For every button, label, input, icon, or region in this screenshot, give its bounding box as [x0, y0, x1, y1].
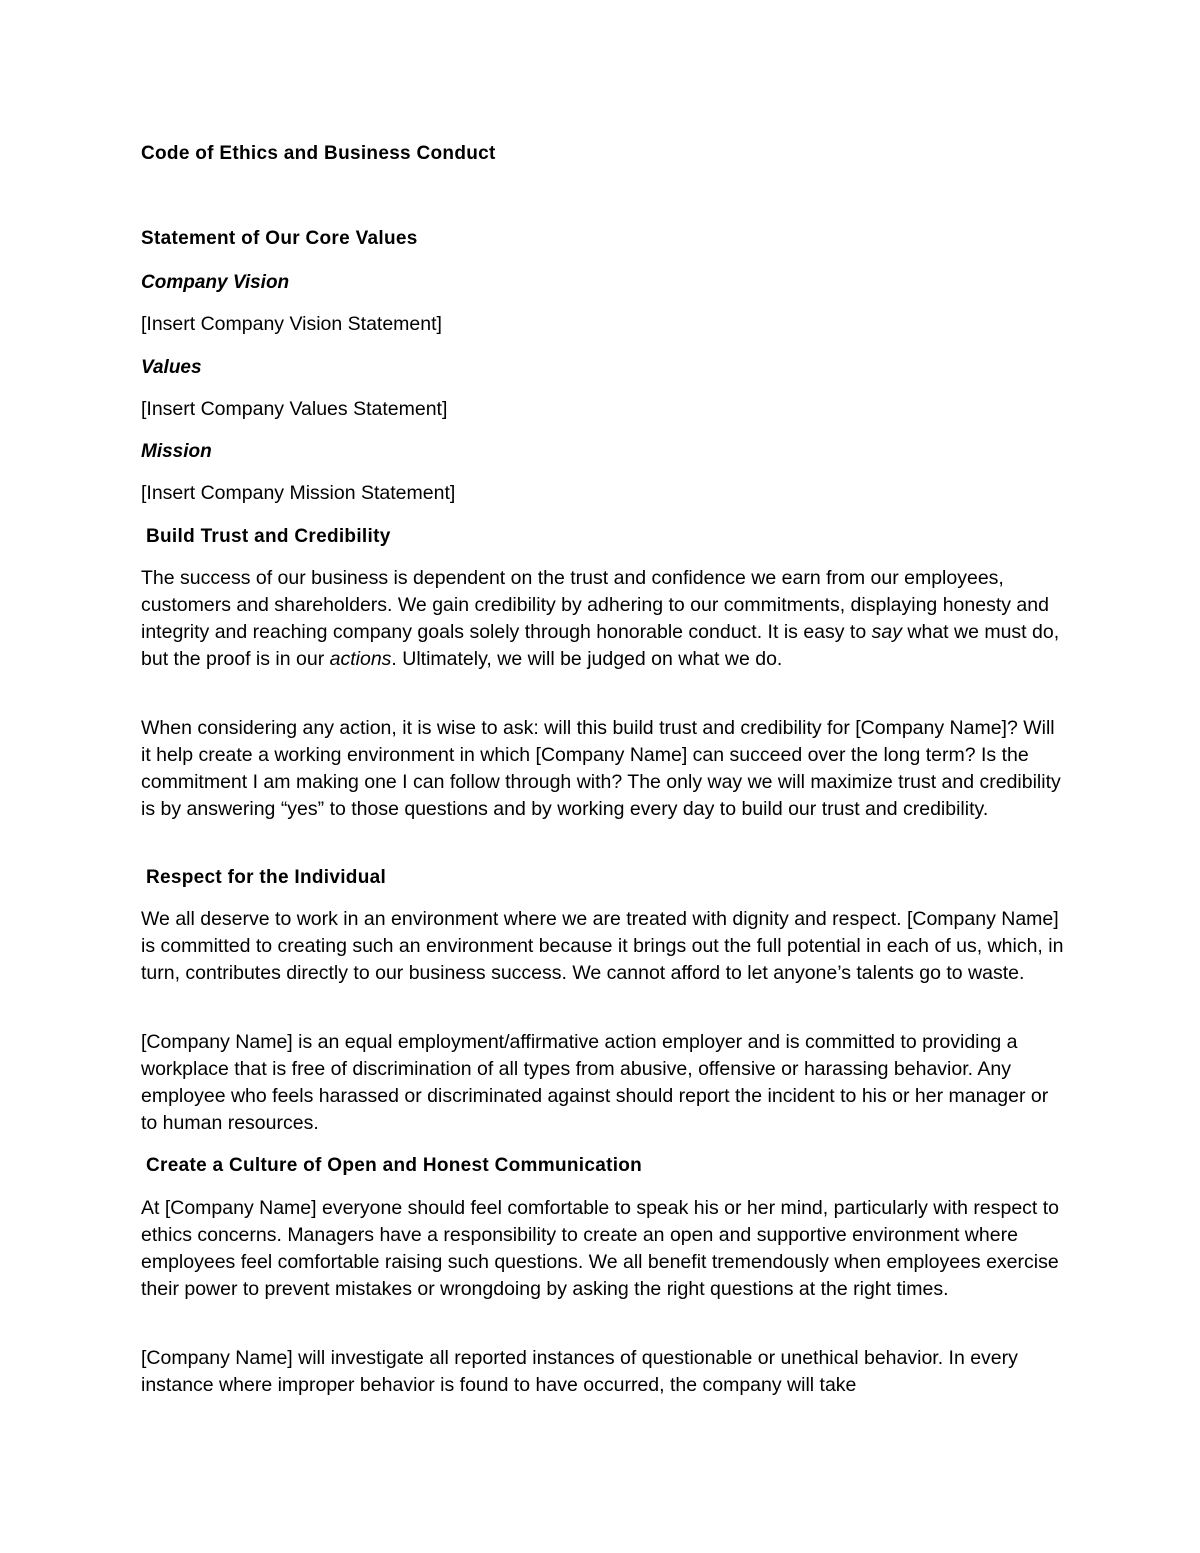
values-text: [Insert Company Values Statement]	[141, 398, 448, 420]
communication-paragraph-1: At [Company Name] everyone should feel comfortable to speak his or her mind, particularly with respect to ethics concerns. Managers have a responsibility to create an open and supportive environment where employees feel comfortable raising such questions. We all benefit tremendously when employees exercise their power to prevent mistakes or wrongdoing by asking the right questions at the right times.	[141, 1197, 1060, 1300]
communication-heading: Create a Culture of Open and Honest Communication	[146, 1155, 643, 1176]
mission-label: Mission	[141, 441, 212, 462]
trust-paragraph-1	[141, 565, 1066, 673]
trust-paragraph-2: When considering any action, it is wise to ask: will this build trust and credibility for [Company Name]? Will it help create a working environment in which [Company Name] can succeed over the long term? Is the commitment I am making one I can follow through with? The only way we will maximize trust and credibility is by answering “yes” to those questions and by working every day to build our trust and credibility.	[141, 717, 1061, 820]
respect-paragraph-2: [Company Name] is an equal employment/affirmative action employer and is committed to providing a workplace that is free of discrimination of all types from abusive, offensive or harassing behavior. Any employee who feels harassed or discriminated against should report the incident to his or her manager or to human resources.	[141, 1031, 1049, 1134]
trust-p1-actions: actions	[329, 648, 392, 670]
mission-text: [Insert Company Mission Statement]	[141, 482, 456, 504]
respect-heading: Respect for the Individual	[146, 867, 387, 888]
trust-p1-text-c: . Ultimately, we will be judged on what we do.	[391, 648, 783, 670]
communication-paragraph-2: [Company Name] will investigate all reported instances of questionable or unethical behavior. In every instance where improper behavior is found to have occurred, the company will take	[141, 1347, 1018, 1396]
trust-p1-text-a: The success of our business is dependent on the trust and confidence we earn from our employees, customers and shareholders. We gain credibility by adhering to our commitments, displaying honesty and integrity and reaching company goals solely through honorable conduct. It is easy to	[141, 567, 1049, 643]
document-title: Code of Ethics and Business Conduct	[141, 143, 496, 164]
trust-heading: Build Trust and Credibility	[146, 526, 391, 547]
trust-p1-text-b: what we must do, but the proof is in our	[141, 621, 1060, 670]
respect-paragraph-1: We all deserve to work in an environment where we are treated with dignity and respect. [Company Name] is committed to creating such an environment because it brings out the full potential in each of us, which, in turn, contributes directly to our business success. We cannot afford to let anyone’s talents go to waste.	[141, 908, 1064, 984]
document-page	[141, 0, 1066, 1553]
values-label: Values	[141, 357, 202, 378]
company-vision-label: Company Vision	[141, 272, 290, 293]
core-values-heading: Statement of Our Core Values	[141, 228, 418, 249]
company-vision-text: [Insert Company Vision Statement]	[141, 313, 442, 335]
trust-p1-say: say	[871, 621, 902, 643]
